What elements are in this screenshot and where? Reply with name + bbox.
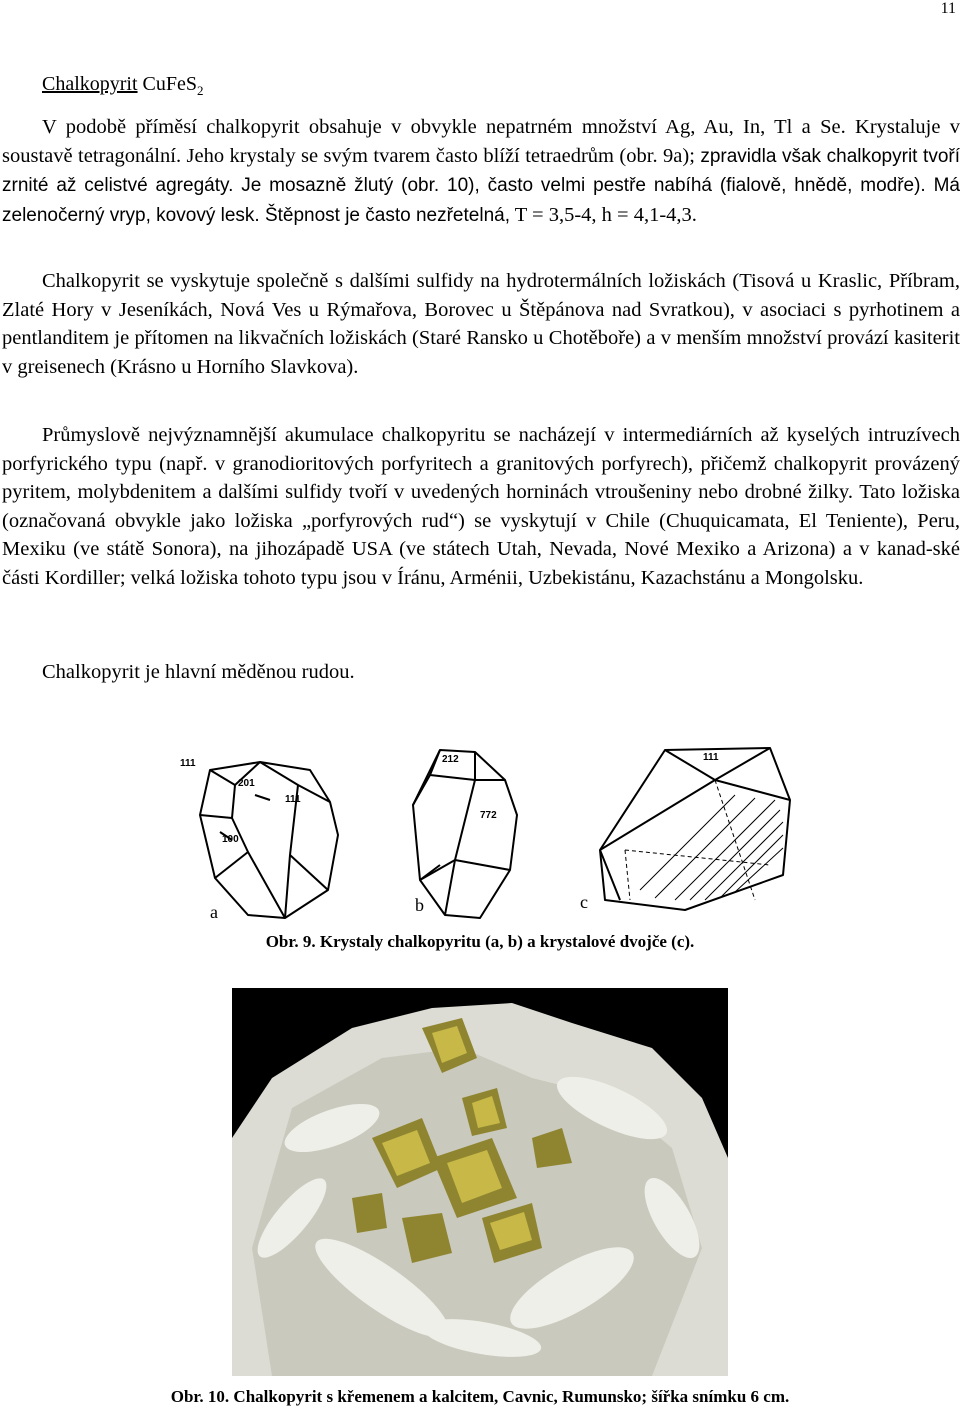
mineral-specimen-image [232,988,728,1376]
label-a-111b: 111 [285,794,301,805]
paragraph-industrial: Průmyslově nejvýznamnější akumulace chalkopyritu se nacházejí v intermediárních až kyselých intruzívech porfyrického typu (např. v granodioritových porfyritech a granitových porfyrech), přičemž chalkopyrit provázený pyritem, molybdenitem a dalšími sulfidy tvoří v uvedených horninách vtroušeniny nebo drobné žilky. Tato ložiska (označovaná obvykle jako ložiska „porfyrových rud“) se vyskytují v Chile (Chuquicamata, El Teniente), Peru, Mexiku (ve státě Sonora), na jihozápadě USA (ve státech Utah, Nevada, Nové Mexiko a Arizona) a v kanad-ské části Kordiller; velká ložiska tohoto typu jsou v Íránu, Arménii, Uzbekistánu, Kazachstánu a Mongolsku. [2,424,960,589]
chalcopyrite-photo [232,988,728,1376]
label-b: b [415,895,424,915]
paragraph-properties: V podobě příměsí chalkopyrit obsahuje v obvykle nepatrném množství Ag, Au, In, Tl a Se. Krystaluje v soustavě tetragonální. Jeho krystaly se svým tvarem často blíží tetraedrům (obr. 9a); zpravidla však chalkopyrit tvoří zrnité až celistvé agregáty. Je mosazně žlutý (obr. 10), často velmi pestře nabíhá (fialově, hnědě, modře). Má zelenočerný vryp, kovový lesk. Štěpnost je často nezřetelná, T = 3,5-4, h = 4,1-4,3. [2,116,960,226]
figure10-caption: Obr. 10. Chalkopyrit s křemenem a kalcitem, Cavnic, Rumunsko; šířka snímku 6 cm. [170,1387,790,1406]
label-c-111: 111 [703,752,719,763]
mineral-formula: CuFeS$_2$ [142,73,204,98]
label-b-772: 772 [480,810,497,821]
crystal-drawings [160,740,800,925]
paragraph-occurrence: Chalkopyrit se vyskytuje společně s dalšími sulfidy na hydrotermálních ložiskách (Tisová u Kraslic, Příbram, Zlaté Hory v Jeseníkách, Nová Ves u Rýmařova, Borovec u Štěpánova nad Svratkou), v asociaci s pyrhotinem a pentlanditem je přítomen na likvačních ložiskách (Staré Ransko u Chotěboře) a v menším množství provází kasiterit v greisenech (Krásno u Horního Slavkova). [2,270,960,378]
section-heading [42,73,204,99]
label-a-100: 100 [222,834,239,845]
label-c: c [580,892,588,912]
label-a-111: 111 [180,758,196,769]
page-number: 11 [940,0,956,17]
label-b-212: 212 [442,754,459,765]
crystal-a [200,762,338,918]
label-a-201: 201 [238,778,255,789]
crystal-drawings-figure [160,740,800,925]
mineral-name: Chalkopyrit [42,73,138,95]
figure9-caption: Obr. 9. Krystaly chalkopyritu (a, b) a krystalové dvojče (c). [265,932,695,951]
label-a: a [210,902,218,922]
crystal-b [413,750,517,918]
paragraph-ore: Chalkopyrit je hlavní měděnou rudou. [42,661,355,683]
